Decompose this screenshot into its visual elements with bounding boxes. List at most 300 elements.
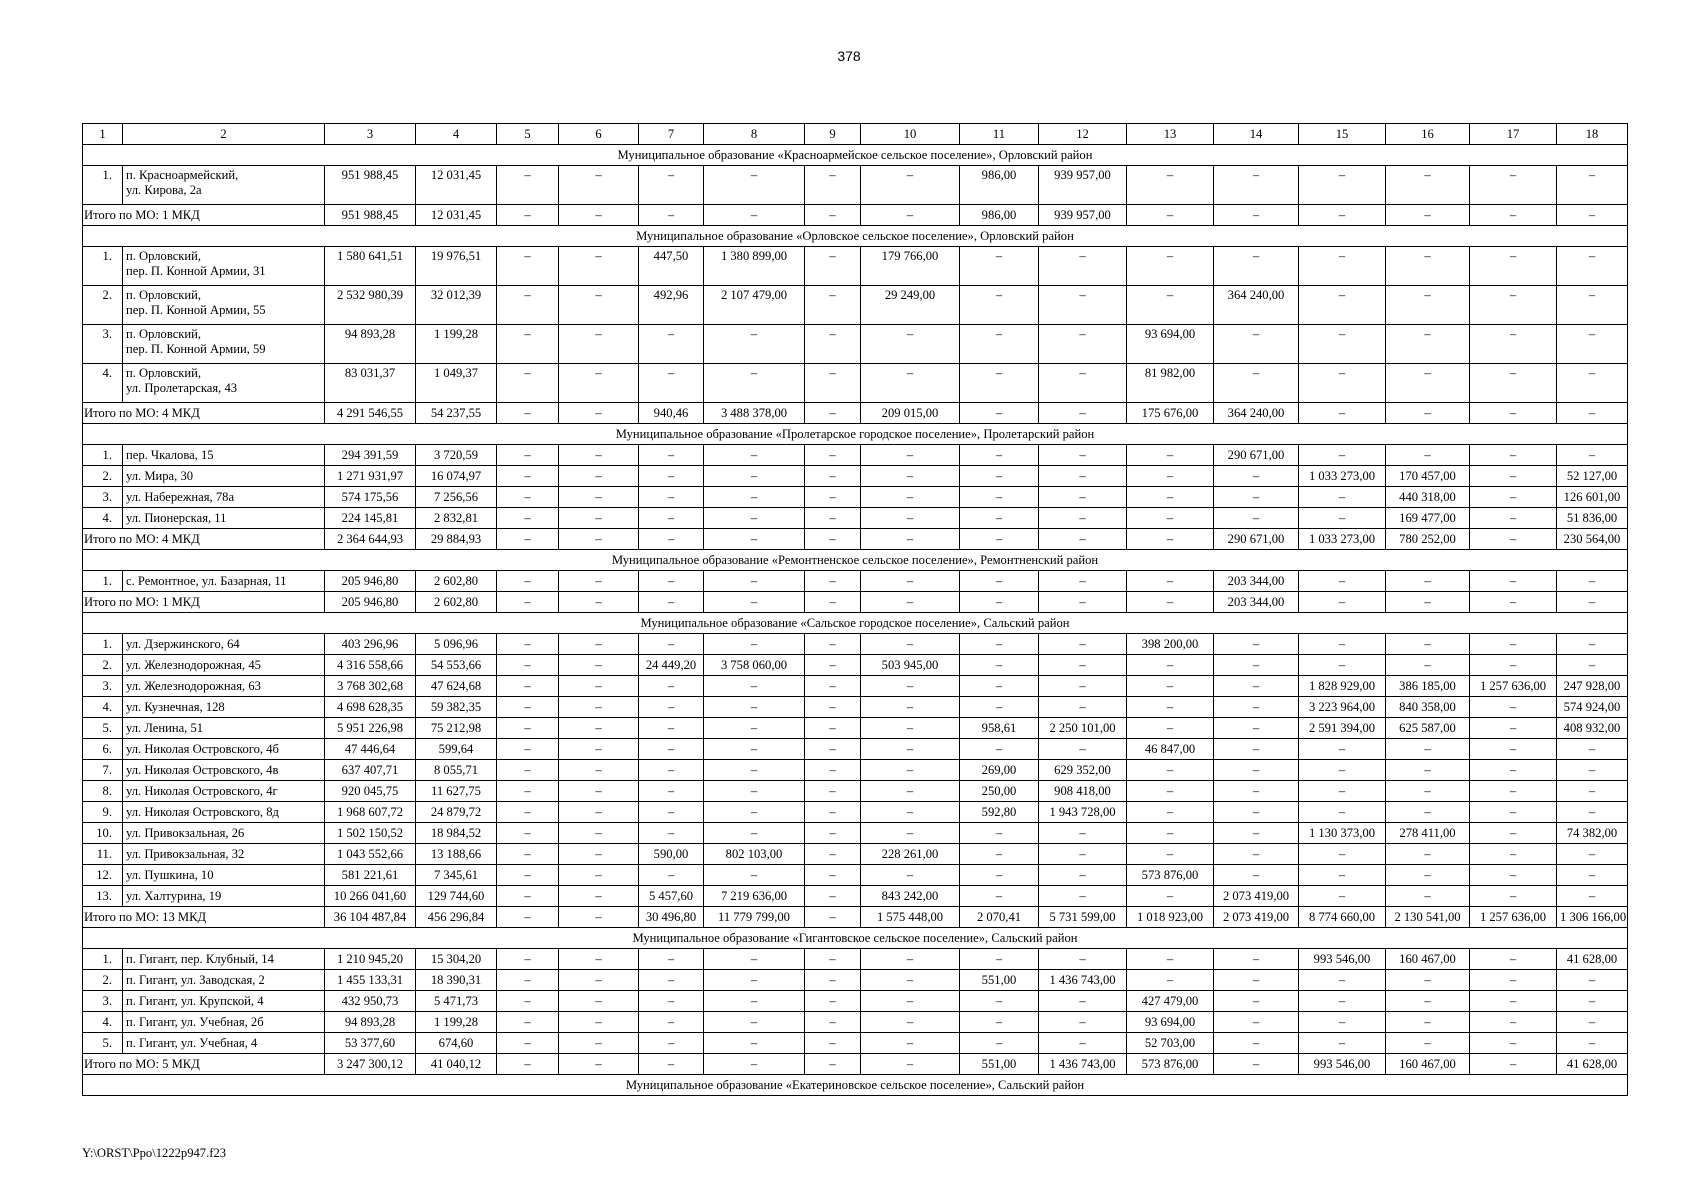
value-cell: 129 744,60 — [416, 886, 497, 907]
total-value-cell: 1 018 923,00 — [1127, 907, 1214, 928]
value-cell: – — [1557, 739, 1628, 760]
value-cell: – — [805, 1012, 861, 1033]
value-cell: – — [1299, 364, 1386, 403]
value-cell: – — [1039, 364, 1127, 403]
value-cell: – — [1039, 325, 1127, 364]
row-number: 3. — [83, 487, 123, 508]
value-cell: – — [559, 1033, 639, 1054]
value-cell: – — [805, 655, 861, 676]
address-line: с. Ремонтное, ул. Базарная, 11 — [126, 573, 287, 588]
value-cell: – — [1557, 1012, 1628, 1033]
value-cell: – — [1039, 466, 1127, 487]
total-value-cell: – — [960, 403, 1039, 424]
value-cell: 674,60 — [416, 1033, 497, 1054]
value-cell: 843 242,00 — [861, 886, 960, 907]
value-cell: – — [639, 1012, 704, 1033]
value-cell: – — [1127, 571, 1214, 592]
value-cell: – — [1214, 247, 1299, 286]
municipality-section-row — [83, 1075, 1628, 1096]
total-value-cell: 940,46 — [639, 403, 704, 424]
value-cell: 203 344,00 — [1214, 571, 1299, 592]
value-cell: – — [1557, 991, 1628, 1012]
value-cell: 2 591 394,00 — [1299, 718, 1386, 739]
value-cell: – — [704, 508, 805, 529]
value-cell: – — [861, 1012, 960, 1033]
column-number-cell: 1 — [83, 124, 123, 145]
value-cell: – — [805, 166, 861, 205]
value-cell: 503 945,00 — [861, 655, 960, 676]
value-cell: – — [704, 865, 805, 886]
value-cell: – — [704, 802, 805, 823]
value-cell: 93 694,00 — [1127, 1012, 1214, 1033]
value-cell: – — [1386, 886, 1470, 907]
page-number: 378 — [837, 48, 861, 64]
value-cell: 93 694,00 — [1127, 325, 1214, 364]
total-value-cell: – — [1470, 403, 1557, 424]
value-cell: 52 127,00 — [1557, 466, 1628, 487]
value-cell: – — [497, 286, 559, 325]
value-cell: – — [805, 1033, 861, 1054]
row-number: 12. — [83, 865, 123, 886]
file-path-footer: Y:\ORST\Ppo\1222p947.f23 — [82, 1146, 227, 1160]
total-value-cell: – — [805, 907, 861, 928]
value-cell: – — [497, 739, 559, 760]
total-value-cell: – — [1214, 205, 1299, 226]
value-cell: 205 946,80 — [325, 571, 416, 592]
value-cell: 47 446,64 — [325, 739, 416, 760]
total-value-cell: 573 876,00 — [1127, 1054, 1214, 1075]
row-number: 5. — [83, 1033, 123, 1054]
value-cell: – — [1039, 634, 1127, 655]
address-cell — [123, 508, 325, 529]
total-row — [83, 529, 1628, 550]
address-cell — [123, 286, 325, 325]
address-line: ул. Пролетарская, 43 — [126, 381, 238, 395]
value-cell: – — [1386, 760, 1470, 781]
address-line: п. Орловский, — [126, 366, 202, 380]
table-row — [83, 697, 1628, 718]
total-value-cell: 36 104 487,84 — [325, 907, 416, 928]
total-label: Итого по МО: 1 МКД — [83, 205, 325, 226]
value-cell: – — [861, 508, 960, 529]
value-cell: 386 185,00 — [1386, 676, 1470, 697]
table-row — [83, 364, 1628, 403]
value-cell: 29 249,00 — [861, 286, 960, 325]
value-cell: – — [1127, 697, 1214, 718]
value-cell: – — [704, 571, 805, 592]
table-row — [83, 487, 1628, 508]
total-row — [83, 1054, 1628, 1075]
value-cell: 11 627,75 — [416, 781, 497, 802]
value-cell: – — [639, 571, 704, 592]
value-cell: – — [559, 697, 639, 718]
value-cell: – — [1127, 466, 1214, 487]
total-value-cell: – — [559, 1054, 639, 1075]
value-cell: – — [559, 865, 639, 886]
total-label: Итого по МО: 1 МКД — [83, 592, 325, 613]
value-cell: 5 096,96 — [416, 634, 497, 655]
value-cell: – — [1470, 760, 1557, 781]
address-cell — [123, 886, 325, 907]
row-number: 7. — [83, 760, 123, 781]
value-cell: – — [1470, 655, 1557, 676]
table-row — [83, 325, 1628, 364]
address-cell — [123, 571, 325, 592]
value-cell: – — [861, 949, 960, 970]
total-value-cell: 1 257 636,00 — [1470, 907, 1557, 928]
value-cell: 1 199,28 — [416, 325, 497, 364]
total-value-cell: – — [805, 529, 861, 550]
value-cell: – — [639, 970, 704, 991]
total-value-cell: – — [704, 592, 805, 613]
value-cell: – — [1214, 676, 1299, 697]
value-cell: – — [861, 466, 960, 487]
total-value-cell: – — [805, 592, 861, 613]
value-cell: – — [805, 823, 861, 844]
value-cell: 3 223 964,00 — [1299, 697, 1386, 718]
total-value-cell: – — [1127, 205, 1214, 226]
value-cell: 939 957,00 — [1039, 166, 1127, 205]
total-value-cell: – — [861, 1054, 960, 1075]
value-cell: 1 257 636,00 — [1470, 676, 1557, 697]
value-cell: – — [1214, 508, 1299, 529]
municipality-section-row — [83, 550, 1628, 571]
value-cell: – — [704, 325, 805, 364]
value-cell: – — [1299, 655, 1386, 676]
value-cell: 599,64 — [416, 739, 497, 760]
value-cell: 492,96 — [639, 286, 704, 325]
value-cell: – — [639, 1033, 704, 1054]
value-cell: – — [1039, 739, 1127, 760]
value-cell: – — [805, 865, 861, 886]
total-label: Итого по МО: 5 МКД — [83, 1054, 325, 1075]
address-line: ул. Николая Островского, 4г — [126, 783, 278, 798]
value-cell: – — [1386, 286, 1470, 325]
value-cell: 551,00 — [960, 970, 1039, 991]
value-cell: – — [559, 166, 639, 205]
row-number: 4. — [83, 1012, 123, 1033]
value-cell: 1 043 552,66 — [325, 844, 416, 865]
address-cell — [123, 445, 325, 466]
value-cell: – — [960, 655, 1039, 676]
total-value-cell: 780 252,00 — [1386, 529, 1470, 550]
value-cell: – — [559, 487, 639, 508]
row-number: 4. — [83, 697, 123, 718]
total-value-cell: 3 247 300,12 — [325, 1054, 416, 1075]
value-cell: 2 832,81 — [416, 508, 497, 529]
value-cell: – — [861, 1033, 960, 1054]
total-value-cell: 2 364 644,93 — [325, 529, 416, 550]
total-value-cell: 290 671,00 — [1214, 529, 1299, 550]
value-cell: – — [1299, 571, 1386, 592]
value-cell: – — [704, 445, 805, 466]
value-cell: – — [1039, 286, 1127, 325]
value-cell: – — [1214, 166, 1299, 205]
value-cell: – — [1299, 166, 1386, 205]
value-cell: – — [1557, 1033, 1628, 1054]
value-cell: – — [704, 697, 805, 718]
total-value-cell: 29 884,93 — [416, 529, 497, 550]
table-row — [83, 166, 1628, 205]
value-cell: – — [1386, 1033, 1470, 1054]
column-number-cell: 12 — [1039, 124, 1127, 145]
total-value-cell: 11 779 799,00 — [704, 907, 805, 928]
value-cell: 278 411,00 — [1386, 823, 1470, 844]
value-cell: – — [559, 802, 639, 823]
table-row — [83, 634, 1628, 655]
value-cell: – — [1470, 739, 1557, 760]
value-cell: – — [1214, 325, 1299, 364]
value-cell: – — [559, 247, 639, 286]
value-cell: – — [1039, 508, 1127, 529]
value-cell: 427 479,00 — [1127, 991, 1214, 1012]
value-cell: – — [1470, 166, 1557, 205]
value-cell: – — [559, 781, 639, 802]
value-cell: – — [1039, 487, 1127, 508]
value-cell: 908 418,00 — [1039, 781, 1127, 802]
value-cell: – — [497, 823, 559, 844]
address-cell — [123, 1012, 325, 1033]
address-line: ул. Железнодорожная, 63 — [126, 678, 261, 693]
value-cell: – — [497, 247, 559, 286]
total-value-cell: – — [1557, 205, 1628, 226]
table-row — [83, 718, 1628, 739]
value-cell: 13 188,66 — [416, 844, 497, 865]
address-cell — [123, 655, 325, 676]
value-cell: 74 382,00 — [1557, 823, 1628, 844]
table-row — [83, 865, 1628, 886]
value-cell: 2 073 419,00 — [1214, 886, 1299, 907]
value-cell: 4 698 628,35 — [325, 697, 416, 718]
address-line: п. Гигант, ул. Учебная, 2б — [126, 1014, 264, 1029]
value-cell: – — [559, 844, 639, 865]
value-cell: – — [861, 823, 960, 844]
total-value-cell: 2 073 419,00 — [1214, 907, 1299, 928]
value-cell: – — [861, 718, 960, 739]
value-cell: – — [861, 697, 960, 718]
value-cell: – — [1214, 844, 1299, 865]
value-cell: – — [960, 823, 1039, 844]
value-cell: – — [1470, 865, 1557, 886]
value-cell: – — [639, 865, 704, 886]
value-cell: – — [1214, 823, 1299, 844]
municipality-section-row — [83, 928, 1628, 949]
value-cell: – — [1127, 508, 1214, 529]
value-cell: 574 175,56 — [325, 487, 416, 508]
address-cell — [123, 949, 325, 970]
address-line: п. Гигант, пер. Клубный, 14 — [126, 951, 274, 966]
address-cell — [123, 466, 325, 487]
row-number: 2. — [83, 655, 123, 676]
municipality-title: Муниципальное образование «Сальское городское поселение», Сальский район — [83, 613, 1628, 634]
value-cell: – — [497, 718, 559, 739]
value-cell: – — [805, 760, 861, 781]
row-number: 9. — [83, 802, 123, 823]
value-cell: – — [559, 634, 639, 655]
address-line: ул. Халтурина, 19 — [126, 888, 222, 903]
table-row — [83, 571, 1628, 592]
value-cell: – — [1299, 1033, 1386, 1054]
value-cell: – — [1299, 1012, 1386, 1033]
value-cell: – — [960, 571, 1039, 592]
value-cell: – — [1039, 886, 1127, 907]
address-line: ул. Ленина, 51 — [126, 720, 204, 735]
row-number: 1. — [83, 166, 123, 205]
total-value-cell: 1 575 448,00 — [861, 907, 960, 928]
value-cell: – — [559, 325, 639, 364]
value-cell: 2 250 101,00 — [1039, 718, 1127, 739]
row-number: 1. — [83, 949, 123, 970]
value-cell: – — [861, 487, 960, 508]
value-cell: – — [1470, 823, 1557, 844]
value-cell: – — [805, 466, 861, 487]
value-cell: – — [1127, 166, 1214, 205]
municipality-title: Муниципальное образование «Гигантовское сельское поселение», Сальский район — [83, 928, 1628, 949]
value-cell: 1 580 641,51 — [325, 247, 416, 286]
total-value-cell: – — [497, 592, 559, 613]
address-cell — [123, 823, 325, 844]
address-cell — [123, 487, 325, 508]
value-cell: – — [1557, 865, 1628, 886]
municipality-title: Муниципальное образование «Орловское сельское поселение», Орловский район — [83, 226, 1628, 247]
value-cell: 15 304,20 — [416, 949, 497, 970]
value-cell: 170 457,00 — [1386, 466, 1470, 487]
total-value-cell: – — [1039, 529, 1127, 550]
total-value-cell: – — [861, 205, 960, 226]
value-cell: – — [497, 1012, 559, 1033]
value-cell: – — [559, 886, 639, 907]
value-cell: 126 601,00 — [1557, 487, 1628, 508]
value-cell: – — [1039, 844, 1127, 865]
value-cell: – — [559, 760, 639, 781]
value-cell: 3 758 060,00 — [704, 655, 805, 676]
value-cell: 24 449,20 — [639, 655, 704, 676]
total-value-cell: 5 731 599,00 — [1039, 907, 1127, 928]
address-cell — [123, 697, 325, 718]
value-cell: – — [639, 166, 704, 205]
column-number-cell: 5 — [497, 124, 559, 145]
value-cell: – — [639, 823, 704, 844]
value-cell: 1 380 899,00 — [704, 247, 805, 286]
column-number-cell: 10 — [861, 124, 960, 145]
value-cell: 7 219 636,00 — [704, 886, 805, 907]
total-value-cell: 41 040,12 — [416, 1054, 497, 1075]
municipality-title: Муниципальное образование «Ремонтненское сельское поселение», Ремонтненский район — [83, 550, 1628, 571]
value-cell: – — [805, 949, 861, 970]
value-cell: 1 033 273,00 — [1299, 466, 1386, 487]
value-cell: – — [1039, 1033, 1127, 1054]
address-line: п. Гигант, ул. Заводская, 2 — [126, 972, 265, 987]
value-cell: – — [1299, 487, 1386, 508]
value-cell: – — [960, 286, 1039, 325]
value-cell: – — [1299, 508, 1386, 529]
row-number: 3. — [83, 676, 123, 697]
column-number-cell: 4 — [416, 124, 497, 145]
value-cell: – — [1299, 802, 1386, 823]
value-cell: – — [1470, 781, 1557, 802]
table-row — [83, 1033, 1628, 1054]
value-cell: 2 107 479,00 — [704, 286, 805, 325]
value-cell: – — [497, 676, 559, 697]
address-line: ул. Железнодорожная, 45 — [126, 657, 261, 672]
address-cell — [123, 802, 325, 823]
address-cell — [123, 844, 325, 865]
value-cell: – — [1214, 718, 1299, 739]
total-value-cell: – — [1557, 403, 1628, 424]
value-cell: – — [1470, 991, 1557, 1012]
value-cell: – — [861, 364, 960, 403]
value-cell: – — [639, 508, 704, 529]
value-cell: 3 720,59 — [416, 445, 497, 466]
value-cell: – — [960, 247, 1039, 286]
address-line: ул. Привокзальная, 32 — [126, 846, 245, 861]
value-cell: – — [497, 466, 559, 487]
value-cell: – — [639, 802, 704, 823]
table-row — [83, 781, 1628, 802]
value-cell: – — [805, 970, 861, 991]
value-cell: 7 256,56 — [416, 487, 497, 508]
total-value-cell: 203 344,00 — [1214, 592, 1299, 613]
value-cell: 294 391,59 — [325, 445, 416, 466]
total-value-cell: – — [1299, 205, 1386, 226]
value-cell: – — [1127, 676, 1214, 697]
address-cell — [123, 247, 325, 286]
total-value-cell: – — [1127, 529, 1214, 550]
total-value-cell: 939 957,00 — [1039, 205, 1127, 226]
address-line: п. Орловский, — [126, 249, 202, 263]
value-cell: – — [704, 676, 805, 697]
value-cell: 3 768 302,68 — [325, 676, 416, 697]
row-number: 1. — [83, 445, 123, 466]
address-line: пер. Чкалова, 15 — [126, 447, 214, 462]
total-value-cell: – — [559, 205, 639, 226]
value-cell: 290 671,00 — [1214, 445, 1299, 466]
value-cell: – — [559, 571, 639, 592]
value-cell: – — [1386, 781, 1470, 802]
total-value-cell: – — [1299, 592, 1386, 613]
table-row — [83, 760, 1628, 781]
value-cell: – — [497, 781, 559, 802]
value-cell: – — [559, 445, 639, 466]
value-cell: 8 055,71 — [416, 760, 497, 781]
address-line: ул. Николая Островского, 4б — [126, 741, 279, 756]
value-cell: – — [861, 166, 960, 205]
address-line: ул. Николая Островского, 8д — [126, 804, 279, 819]
value-cell: – — [1386, 739, 1470, 760]
table-row — [83, 844, 1628, 865]
value-cell: – — [1470, 286, 1557, 325]
table-row — [83, 286, 1628, 325]
row-number: 4. — [83, 508, 123, 529]
table-row — [83, 676, 1628, 697]
address-cell — [123, 325, 325, 364]
total-value-cell: – — [1386, 403, 1470, 424]
total-value-cell: 1 033 273,00 — [1299, 529, 1386, 550]
total-value-cell: 1 436 743,00 — [1039, 1054, 1127, 1075]
value-cell: – — [1214, 739, 1299, 760]
value-cell: – — [1557, 634, 1628, 655]
value-cell: – — [1299, 247, 1386, 286]
table-row — [83, 970, 1628, 991]
register-table-wrapper — [82, 123, 1627, 1096]
value-cell: – — [1039, 991, 1127, 1012]
value-cell: 269,00 — [960, 760, 1039, 781]
value-cell: 12 031,45 — [416, 166, 497, 205]
value-cell: – — [639, 739, 704, 760]
total-value-cell: – — [1039, 403, 1127, 424]
address-cell — [123, 676, 325, 697]
value-cell: 840 358,00 — [1386, 697, 1470, 718]
